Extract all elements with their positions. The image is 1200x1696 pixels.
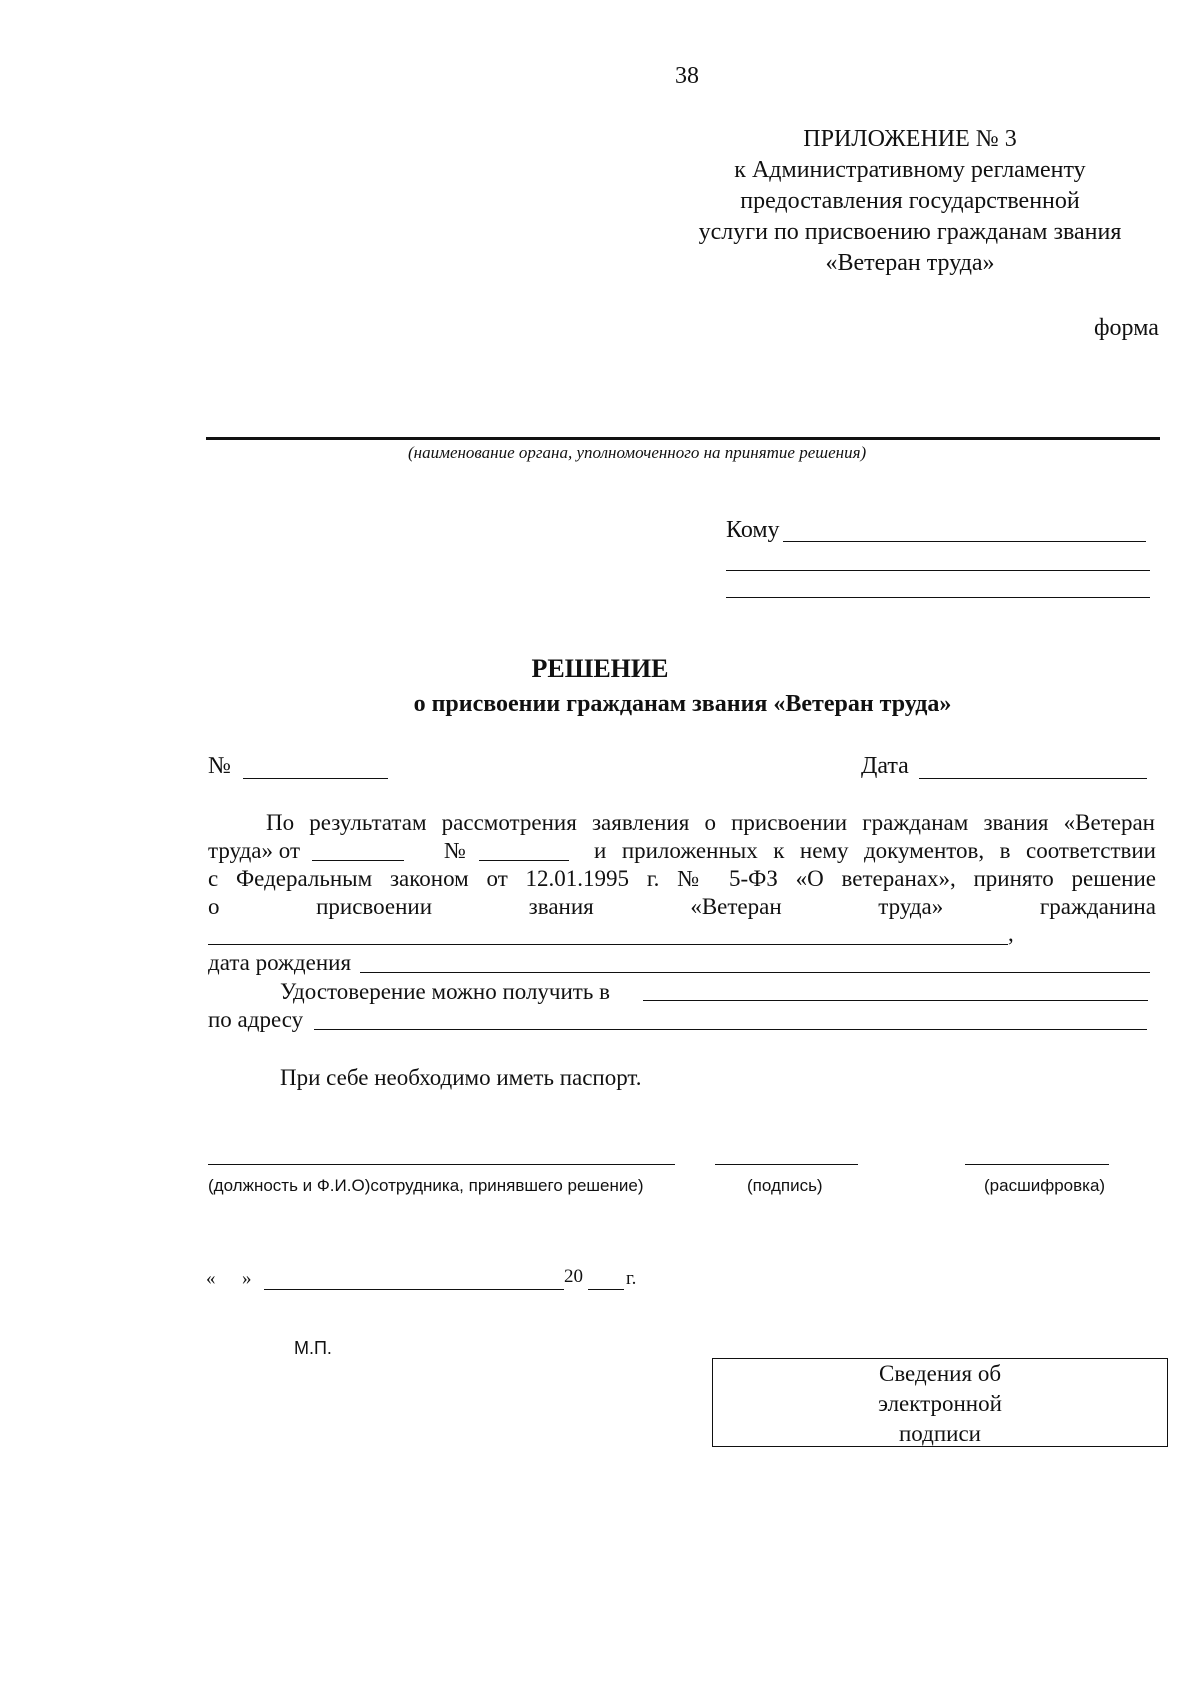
position-signature-line [208, 1164, 675, 1165]
appendix-line-3: услуги по присвоению гражданам звания [698, 219, 1122, 245]
stamp-label: М.П. [294, 1338, 332, 1358]
esign-box [712, 1358, 1168, 1447]
birth-date-label: дата рождения [208, 950, 352, 975]
date-label: Дата [861, 753, 909, 779]
citizen-name-line [208, 944, 1008, 945]
body-line-1: По результатам рассмотрения заявления о присвоении гражданам звания «Ветеран [266, 810, 1155, 835]
form-label: форма [1094, 315, 1159, 341]
decoding-line [965, 1164, 1109, 1165]
body-line-2-c: и приложенных к нему документов, в соответствии [594, 838, 1156, 863]
recipient-line-3 [726, 597, 1150, 598]
recipient-label: Кому [726, 517, 780, 543]
recipient-line-1 [783, 541, 1146, 542]
document-heading: РЕШЕНИЕ [531, 654, 669, 683]
number-label: № [208, 753, 231, 779]
birth-date-line [360, 972, 1150, 973]
application-date-line [312, 860, 404, 861]
appendix-line-4: «Ветеран труда» [825, 250, 995, 276]
page-number: 38 [675, 63, 699, 89]
body-line-2 [208, 837, 1156, 865]
date-year-prefix: 20 [564, 1266, 583, 1287]
body-line-4-word: труда» [878, 894, 944, 919]
esign-line-2: электронной [878, 1391, 1002, 1416]
body-line-4-word: гражданина [1039, 894, 1156, 919]
certificate-label: Удостоверение можно получить в [280, 979, 610, 1004]
passport-note: При себе необходимо иметь паспорт. [280, 1065, 642, 1090]
body-line-4 [208, 893, 1156, 921]
body-line-3: с Федеральным законом от 12.01.1995 г. № 5-ФЗ «О ветеранах», принято решение [208, 866, 1156, 891]
esign-line-3: подписи [899, 1421, 981, 1446]
authority-caption: (наименование органа, уполномоченного на принятие решения) [408, 443, 867, 462]
date-year-line [588, 1289, 624, 1290]
authority-name-line [206, 437, 1160, 440]
signature-line [715, 1164, 858, 1165]
citizen-name-comma: , [1008, 921, 1014, 946]
appendix-line-1: к Административному регламенту [734, 157, 1086, 183]
body-line-4-word: звания [528, 894, 594, 919]
appendix-header [660, 124, 1160, 279]
number-field-line [243, 778, 388, 779]
date-month-line [264, 1289, 564, 1290]
position-caption: (должность и Ф.И.О)сотрудника, принявшего решение) [208, 1176, 644, 1195]
body-line-2-b: № [444, 838, 466, 863]
date-field-line [919, 778, 1147, 779]
date-close-quote: » [242, 1268, 252, 1289]
certificate-place-line [643, 1000, 1148, 1001]
body-line-4-word: «Ветеран [690, 894, 782, 919]
esign-line-1: Сведения об [878, 1361, 1002, 1386]
date-year-suffix: г. [626, 1268, 637, 1289]
address-label: по адресу [208, 1007, 304, 1032]
address-line [314, 1029, 1147, 1030]
body-line-4-word: присвоении [316, 894, 433, 919]
decoding-caption: (расшифровка) [984, 1176, 1106, 1195]
signature-caption: (подпись) [747, 1176, 823, 1195]
appendix-title: ПРИЛОЖЕНИЕ № 3 [803, 126, 1017, 152]
appendix-line-2: предоставления государственной [740, 188, 1080, 214]
date-open-quote: « [206, 1268, 216, 1289]
recipient-line-2 [726, 570, 1150, 571]
body-line-4-word: о [208, 894, 220, 919]
document-subheading: о присвоении гражданам звания «Ветеран труда» [413, 691, 952, 717]
body-line-2-a: труда» от [208, 838, 300, 863]
application-number-line [479, 860, 569, 861]
